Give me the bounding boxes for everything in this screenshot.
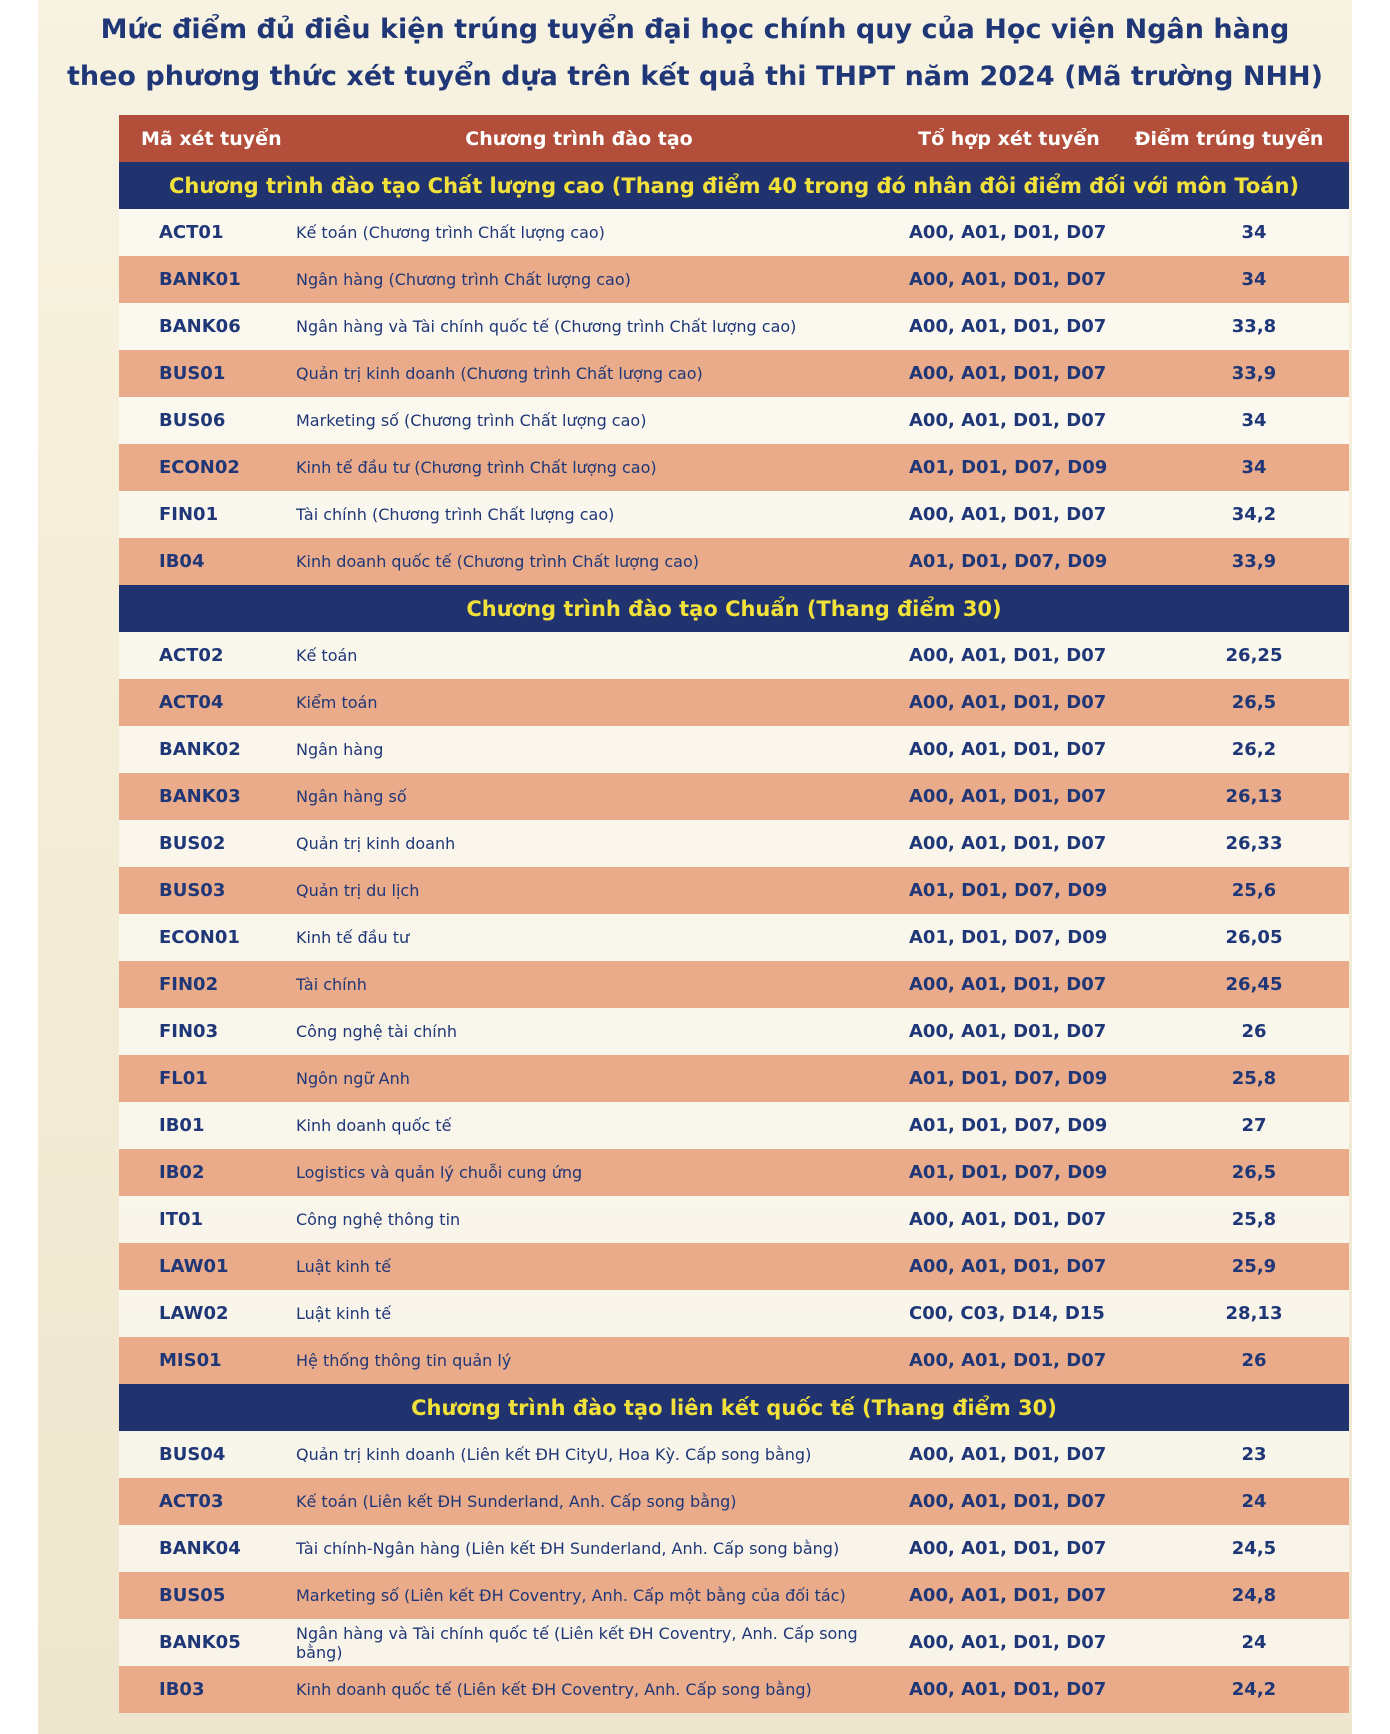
combo-cell: A00, A01, D01, D07	[909, 363, 1107, 384]
program-cell: Ngân hàng	[296, 740, 384, 759]
title-line-2: theo phương thức xét tuyển dựa trên kết quả thi THPT năm 2024 (Mã trường NHH)	[66, 61, 1323, 92]
table-row	[119, 1666, 1349, 1713]
code-cell: MIS01	[159, 1350, 222, 1371]
section-title: Chương trình đào tạo Chất lượng cao (Thang điểm 40 trong đó nhân đôi điểm đối với môn Toán)	[119, 162, 1349, 209]
table-row	[119, 397, 1349, 444]
table-row	[119, 914, 1349, 961]
code-cell: IT01	[159, 1209, 204, 1230]
score-cell: 24	[1241, 1491, 1267, 1512]
table-row	[119, 679, 1349, 726]
score-cell: 26,5	[1231, 1162, 1277, 1183]
combo-cell: A00, A01, D01, D07	[909, 974, 1107, 995]
code-cell: IB04	[159, 551, 205, 572]
combo-cell: A01, D01, D07, D09	[909, 1115, 1108, 1136]
table-row	[119, 350, 1349, 397]
combo-cell: A00, A01, D01, D07	[909, 504, 1107, 525]
program-cell: Công nghệ thông tin	[296, 1210, 461, 1229]
program-cell: Kế toán (Chương trình Chất lượng cao)	[296, 223, 605, 242]
table-row	[119, 1196, 1349, 1243]
score-cell: 33,9	[1231, 551, 1277, 572]
score-cell: 34	[1241, 269, 1267, 290]
program-cell: Tài chính (Chương trình Chất lượng cao)	[296, 505, 615, 524]
program-cell: Ngân hàng (Chương trình Chất lượng cao)	[296, 270, 631, 289]
table-row	[119, 961, 1349, 1008]
code-cell: FIN03	[159, 1021, 219, 1042]
code-cell: BANK03	[159, 786, 241, 807]
combo-cell: A00, A01, D01, D07	[909, 833, 1107, 854]
score-cell: 26,5	[1231, 692, 1277, 713]
code-cell: IB03	[159, 1679, 205, 1700]
code-cell: IB01	[159, 1115, 205, 1136]
score-cell: 34,2	[1231, 504, 1277, 525]
combo-cell: A00, A01, D01, D07	[909, 739, 1107, 760]
program-cell: Kinh tế đầu tư	[296, 928, 410, 947]
table-row	[119, 209, 1349, 256]
combo-cell: A00, A01, D01, D07	[909, 1209, 1107, 1230]
code-cell: BANK05	[159, 1632, 241, 1653]
combo-cell: A00, A01, D01, D07	[909, 1538, 1107, 1559]
program-cell: Kiểm toán	[296, 693, 378, 712]
score-cell: 34	[1241, 410, 1267, 431]
code-cell: ACT01	[159, 222, 224, 243]
title-line-1: Mức điểm đủ điều kiện trúng tuyển đại học chính quy của Học viện Ngân hàng	[100, 14, 1290, 45]
combo-cell: A01, D01, D07, D09	[909, 880, 1108, 901]
table-row	[119, 867, 1349, 914]
table-row	[119, 1008, 1349, 1055]
table-row	[119, 1525, 1349, 1572]
table-row	[119, 632, 1349, 679]
code-cell: FIN01	[159, 504, 219, 525]
code-cell: ECON01	[159, 927, 240, 948]
table-row	[119, 538, 1349, 585]
score-cell: 33,9	[1231, 363, 1277, 384]
score-cell: 26,33	[1225, 833, 1283, 854]
table-row	[119, 1619, 1349, 1666]
code-cell: BANK06	[159, 316, 241, 337]
combo-cell: A00, A01, D01, D07	[909, 1350, 1107, 1371]
score-cell: 27	[1241, 1115, 1267, 1136]
program-cell: Luật kinh tế	[296, 1304, 392, 1323]
program-cell: Quản trị kinh doanh	[296, 834, 456, 853]
header-score: Điểm trúng tuyển	[1134, 127, 1324, 150]
table-row	[119, 491, 1349, 538]
code-cell: BUS04	[159, 1444, 226, 1465]
combo-cell: A00, A01, D01, D07	[909, 1585, 1107, 1606]
program-cell: Kinh doanh quốc tế	[296, 1116, 452, 1135]
table-row	[119, 303, 1349, 350]
code-cell: BUS01	[159, 363, 226, 384]
code-cell: IB02	[159, 1162, 205, 1183]
code-cell: ACT03	[159, 1491, 224, 1512]
score-poster	[38, 0, 1352, 1734]
program-cell: Quản trị du lịch	[296, 881, 420, 900]
combo-cell: A00, A01, D01, D07	[909, 1491, 1107, 1512]
code-cell: LAW02	[159, 1303, 229, 1324]
combo-cell: A00, A01, D01, D07	[909, 1444, 1107, 1465]
combo-cell: A00, A01, D01, D07	[909, 786, 1107, 807]
table-row	[119, 1055, 1349, 1102]
score-cell: 25,9	[1231, 1256, 1277, 1277]
table-row	[119, 1478, 1349, 1525]
program-cell: Marketing số (Liên kết ĐH Coventry, Anh. Cấp một bằng của đối tác)	[296, 1586, 846, 1605]
header-combo: Tổ hợp xét tuyển	[918, 127, 1100, 150]
code-cell: ECON02	[159, 457, 240, 478]
combo-cell: A00, A01, D01, D07	[909, 1632, 1107, 1653]
table-header	[119, 115, 1349, 162]
table-row	[119, 1290, 1349, 1337]
program-cell: Ngân hàng và Tài chính quốc tế (Liên kết ĐH Coventry, Anh. Cấp song bằng)	[296, 1623, 858, 1662]
program-cell: Ngân hàng và Tài chính quốc tế (Chương trình Chất lượng cao)	[296, 317, 797, 336]
program-cell: Tài chính-Ngân hàng (Liên kết ĐH Sunderland, Anh. Cấp song bằng)	[296, 1539, 840, 1558]
header-code: Mã xét tuyển	[141, 127, 282, 150]
table-row	[119, 1337, 1349, 1384]
code-cell: BANK01	[159, 269, 241, 290]
table-row	[119, 1431, 1349, 1478]
program-cell: Hệ thống thông tin quản lý	[296, 1351, 512, 1370]
combo-cell: A00, A01, D01, D07	[909, 1256, 1107, 1277]
combo-cell: A01, D01, D07, D09	[909, 927, 1108, 948]
code-cell: BANK02	[159, 739, 241, 760]
combo-cell: A00, A01, D01, D07	[909, 645, 1107, 666]
score-cell: 26	[1241, 1021, 1267, 1042]
table-row	[119, 1102, 1349, 1149]
score-cell: 26,45	[1225, 974, 1283, 995]
table-row	[119, 256, 1349, 303]
program-cell: Kinh doanh quốc tế (Liên kết ĐH Coventry, Anh. Cấp song bằng)	[296, 1680, 812, 1699]
table-row	[119, 1572, 1349, 1619]
table-row	[119, 773, 1349, 820]
code-cell: BUS06	[159, 410, 226, 431]
table-row	[119, 1243, 1349, 1290]
score-cell: 26,2	[1231, 739, 1277, 760]
program-cell: Kinh tế đầu tư (Chương trình Chất lượng cao)	[296, 458, 657, 477]
code-cell: BUS03	[159, 880, 226, 901]
program-cell: Kế toán	[296, 646, 358, 665]
code-cell: BANK04	[159, 1538, 241, 1559]
combo-cell: A00, A01, D01, D07	[909, 222, 1107, 243]
program-cell: Logistics và quản lý chuỗi cung ứng	[296, 1163, 583, 1182]
combo-cell: A00, A01, D01, D07	[909, 692, 1107, 713]
table-row	[119, 444, 1349, 491]
program-cell: Kinh doanh quốc tế (Chương trình Chất lượng cao)	[296, 552, 699, 571]
score-cell: 25,8	[1231, 1068, 1277, 1089]
program-cell: Kế toán (Liên kết ĐH Sunderland, Anh. Cấp song bằng)	[296, 1492, 737, 1511]
score-cell: 26,25	[1225, 645, 1283, 666]
score-cell: 34	[1241, 457, 1267, 478]
header-program: Chương trình đào tạo	[465, 127, 693, 150]
program-cell: Ngôn ngữ Anh	[296, 1069, 410, 1088]
combo-cell: A01, D01, D07, D09	[909, 457, 1108, 478]
table-row	[119, 726, 1349, 773]
score-cell: 25,6	[1231, 880, 1277, 901]
score-cell: 24,8	[1231, 1585, 1277, 1606]
score-cell: 26	[1241, 1350, 1267, 1371]
score-cell: 28,13	[1225, 1303, 1283, 1324]
code-cell: ACT04	[159, 692, 224, 713]
code-cell: BUS02	[159, 833, 226, 854]
code-cell: FL01	[159, 1068, 208, 1089]
score-cell: 24,2	[1231, 1679, 1277, 1700]
code-cell: ACT02	[159, 645, 224, 666]
score-cell: 24,5	[1231, 1538, 1277, 1559]
table-row	[119, 820, 1349, 867]
code-cell: FIN02	[159, 974, 219, 995]
combo-cell: A01, D01, D07, D09	[909, 1162, 1108, 1183]
section-title: Chương trình đào tạo Chuẩn (Thang điểm 30)	[119, 585, 1349, 632]
score-cell: 26,05	[1225, 927, 1283, 948]
section-title: Chương trình đào tạo liên kết quốc tế (Thang điểm 30)	[119, 1384, 1349, 1431]
score-cell: 26,13	[1225, 786, 1283, 807]
program-cell: Quản trị kinh doanh (Chương trình Chất lượng cao)	[296, 364, 703, 383]
combo-cell: A00, A01, D01, D07	[909, 1021, 1107, 1042]
program-cell: Quản trị kinh doanh (Liên kết ĐH CityU, Hoa Kỳ. Cấp song bằng)	[296, 1445, 812, 1464]
combo-cell: C00, C03, D14, D15	[909, 1303, 1105, 1324]
score-cell: 25,8	[1231, 1209, 1277, 1230]
combo-cell: A00, A01, D01, D07	[909, 316, 1107, 337]
combo-cell: A00, A01, D01, D07	[909, 269, 1107, 290]
program-cell: Luật kinh tế	[296, 1257, 392, 1276]
score-cell: 34	[1241, 222, 1267, 243]
program-cell: Marketing số (Chương trình Chất lượng cao)	[296, 411, 647, 430]
combo-cell: A00, A01, D01, D07	[909, 1679, 1107, 1700]
combo-cell: A00, A01, D01, D07	[909, 410, 1107, 431]
program-cell: Tài chính	[296, 975, 367, 994]
combo-cell: A01, D01, D07, D09	[909, 551, 1108, 572]
score-cell: 23	[1241, 1444, 1267, 1465]
code-cell: BUS05	[159, 1585, 226, 1606]
table-row	[119, 1149, 1349, 1196]
score-cell: 33,8	[1231, 316, 1277, 337]
code-cell: LAW01	[159, 1256, 229, 1277]
score-cell: 24	[1241, 1632, 1267, 1653]
score-table	[119, 115, 1349, 1713]
program-cell: Công nghệ tài chính	[296, 1022, 457, 1041]
program-cell: Ngân hàng số	[296, 787, 407, 806]
combo-cell: A01, D01, D07, D09	[909, 1068, 1108, 1089]
page-title	[38, 6, 1352, 100]
